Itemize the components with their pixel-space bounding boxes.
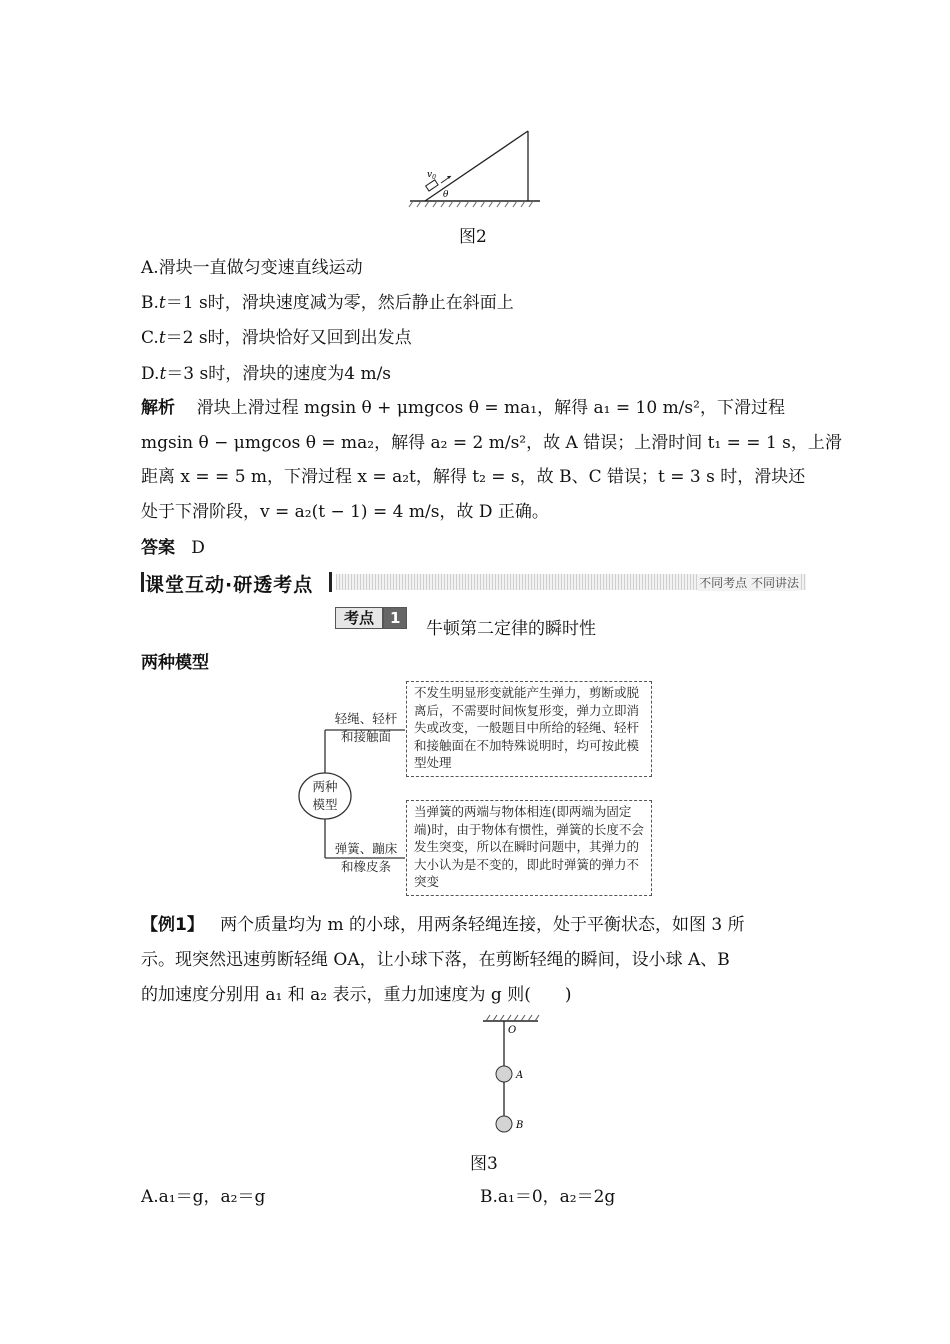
option-c: C.t＝2 s时，滑块恰好又回到出发点 — [141, 328, 412, 348]
answer-label: 答案 — [141, 538, 175, 558]
figure-2-incline — [405, 125, 545, 215]
figure-2-caption: 图2 — [459, 227, 487, 247]
v0-label: $v_0$ — [427, 170, 436, 181]
branch2-desc: 当弹簧的两端与物体相连(即两端为固定端)时，由于物体有惯性，弹簧的长度不会发生突变，所以在瞬时问题中，其弹力的大小认为是不变的，即此时弹簧的弹力不突变 — [406, 800, 652, 896]
figure-3-balls — [478, 1013, 548, 1138]
analysis-line-2: mgsin θ − μmgcos θ = ma₂，解得 a₂ = 2 m/s²，故 A 错误；上滑时间 t₁ = = 1 s，上滑 — [141, 433, 842, 453]
label-a: A — [516, 1070, 524, 1081]
analysis-label: 解析 — [141, 398, 175, 418]
answer-value: D — [191, 538, 205, 558]
example-line-1: 【例1】 两个质量均为 m 的小球，用两条轻绳连接，处于平衡状态，如图 3 所 — [141, 915, 745, 935]
section-bar — [141, 570, 809, 594]
analysis-line-3: 距离 x = = 5 m，下滑过程 x = a₂t，解得 t₂ = s，故 B、C 错误；t = 3 s 时，滑块还 — [141, 467, 806, 487]
topic-badge-text: 考点 — [335, 607, 383, 629]
label-b: B — [516, 1120, 524, 1131]
theta-label: θ — [443, 190, 449, 200]
mindmap-center: 两种 模型 — [312, 779, 338, 812]
models-heading: 两种模型 — [141, 653, 209, 673]
option-d: D.t＝3 s时，滑块的速度为4 m/s — [141, 364, 392, 384]
analysis-line-1: 解析 滑块上滑过程 mgsin θ + μmgcos θ = ma₁，解得 a₁ = 10 m/s²，下滑过程 — [141, 398, 785, 418]
option-a: A.滑块一直做匀变速直线运动 — [141, 258, 363, 278]
ex-option-a: A.a₁＝g，a₂＝g — [141, 1187, 266, 1207]
example-line-3: 的加速度分别用 a₁ 和 a₂ 表示，重力加速度为 g 则( ) — [141, 985, 572, 1005]
answer-line — [141, 536, 205, 560]
example-label: 【例1】 — [141, 915, 204, 935]
topic-title: 牛顿第二定律的瞬时性 — [426, 619, 596, 639]
option-b: B.t＝1 s时，滑块速度减为零，然后静止在斜面上 — [141, 293, 514, 313]
branch2-label: 弹簧、蹦床 和橡皮条 — [334, 841, 398, 874]
topic-badge — [335, 607, 407, 629]
section-bar-mark — [141, 572, 144, 592]
label-o: O — [508, 1025, 517, 1036]
section-title: 课堂互动·研透考点 — [145, 574, 314, 596]
section-bar-divider — [329, 572, 332, 592]
topic-badge-num: 1 — [383, 607, 407, 629]
section-note: 不同考点 不同讲法 — [699, 576, 799, 590]
branch1-desc: 不发生明显形变就能产生弹力，剪断或脱离后，不需要时间恢复形变，弹力立即消失或改变，一般题目中所给的轻绳、轻杆和接触面在不加特殊说明时，均可按此模型处理 — [406, 681, 652, 777]
figure-3-caption: 图3 — [470, 1154, 498, 1174]
ex-option-b: B.a₁＝0，a₂＝2g — [480, 1187, 616, 1207]
branch1-label: 轻绳、轻杆 和接触面 — [334, 711, 398, 744]
analysis-line-4: 处于下滑阶段，v = a₂(t − 1) = 4 m/s，故 D 正确。 — [141, 502, 549, 522]
example-line-2: 示。现突然迅速剪断轻绳 OA，让小球下落，在剪断轻绳的瞬间，设小球 A、B — [141, 950, 730, 970]
